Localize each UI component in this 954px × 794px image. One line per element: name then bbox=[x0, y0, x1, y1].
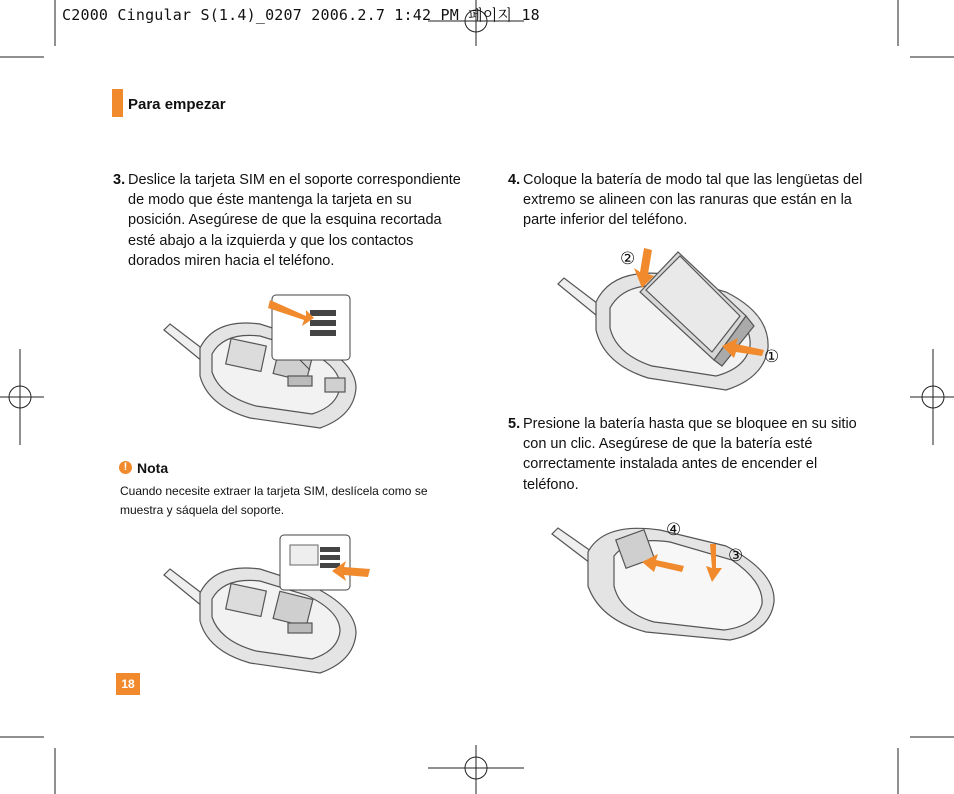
section-accent-bar bbox=[112, 89, 123, 117]
step-line: correctamente instalada antes de encender el bbox=[523, 456, 818, 473]
step-line: Deslice la tarjeta SIM en el soporte correspondiente bbox=[128, 172, 461, 188]
section-title: Para empezar bbox=[128, 96, 226, 113]
step-text bbox=[128, 170, 461, 271]
step-line: teléfono. bbox=[523, 476, 579, 493]
callout-four: ④ bbox=[666, 520, 682, 539]
callout-three: ③ bbox=[728, 546, 744, 565]
note-body bbox=[120, 482, 428, 520]
sim-insert-illustration bbox=[160, 288, 360, 438]
note-line: muestra y sáquela del soporte. bbox=[120, 503, 285, 517]
step-text bbox=[523, 170, 862, 231]
step-line: extremo se alineen con las ranuras que están en la bbox=[523, 192, 852, 209]
step-text bbox=[523, 414, 857, 495]
step-line: Presione la batería hasta que se bloquee en su sitio bbox=[523, 416, 857, 432]
step-line: posición. Asegúrese de que la esquina recortada bbox=[128, 212, 442, 229]
callout-two: ② bbox=[620, 249, 636, 268]
step-line: dorados miren hacia el teléfono. bbox=[128, 252, 335, 269]
step-3 bbox=[113, 170, 473, 272]
note-line: Cuando necesite extraer la tarjeta SIM, deslícela como se bbox=[120, 484, 428, 498]
sim-remove-illustration bbox=[160, 533, 370, 683]
step-number: 4. bbox=[508, 172, 521, 188]
page-number: 18 bbox=[116, 673, 140, 695]
step-5 bbox=[508, 414, 868, 496]
step-4 bbox=[508, 170, 868, 232]
step-line: parte inferior del teléfono. bbox=[523, 212, 688, 229]
step-number: 3. bbox=[113, 172, 126, 188]
callout-one: ① bbox=[764, 347, 780, 366]
step-line: con un clic. Asegúrese de que la batería esté bbox=[523, 436, 813, 453]
warning-icon: ! bbox=[119, 461, 132, 474]
step-line: esté abajo a la izquierda y que los contactos bbox=[128, 232, 414, 249]
step-line: Coloque la batería de modo tal que las lengüetas del bbox=[523, 172, 863, 188]
step-line: de modo que éste mantenga la tarjeta en su bbox=[128, 192, 412, 209]
note-title: Nota bbox=[137, 460, 169, 476]
print-header: C2000 Cingular S(1.4)_0207 2006.2.7 1:42 PM 페이지 18 bbox=[62, 6, 540, 24]
step-number: 5. bbox=[508, 416, 521, 432]
battery-insert-illustration bbox=[556, 238, 796, 398]
